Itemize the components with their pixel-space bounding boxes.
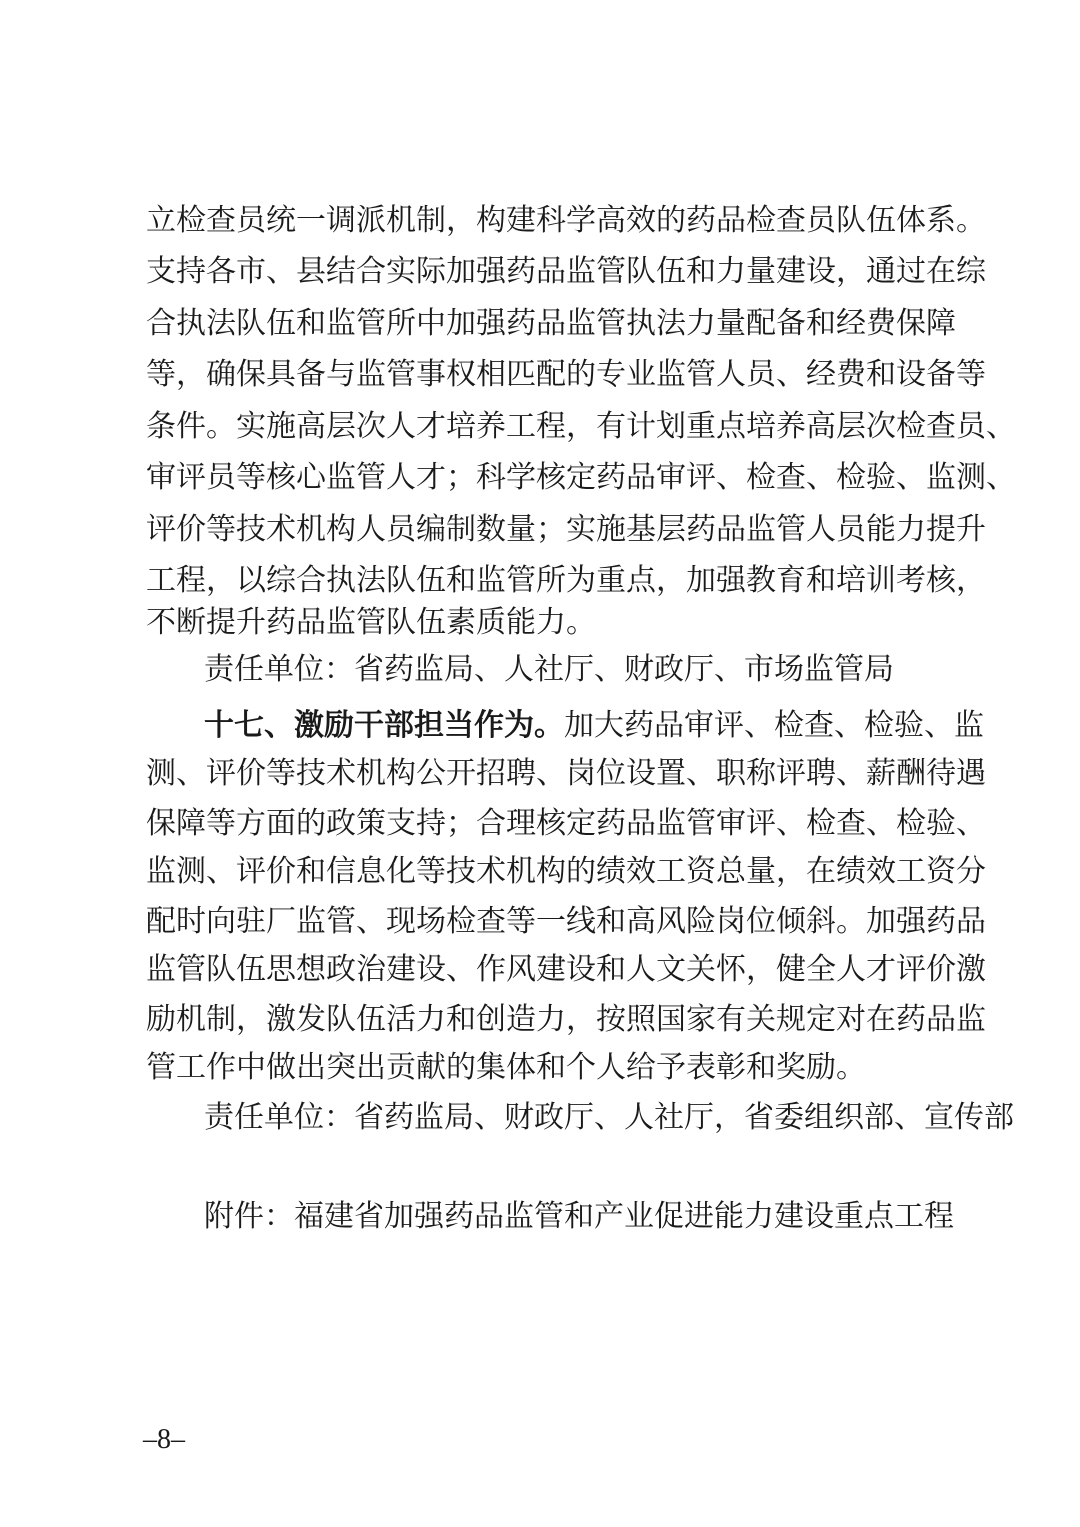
paragraph-line: 条件。实施高层次人才培养工程，有计划重点培养高层次检查员、 <box>146 409 1016 444</box>
attachment-note: 附件：福建省加强药品监管和产业促进能力建设重点工程 <box>204 1199 954 1234</box>
paragraph-line: 管工作中做出突出贡献的集体和个人给予表彰和奖励。 <box>146 1050 866 1085</box>
paragraph-line: 保障等方面的政策支持；合理核定药品监管审评、检查、检验、 <box>146 806 986 841</box>
section-heading: 十七、激励干部担当作为。 <box>204 708 564 743</box>
responsibility-units: 责任单位：省药监局、财政厅、人社厅，省委组织部、宣传部 <box>204 1100 1014 1135</box>
paragraph-line: 监测、评价和信息化等技术机构的绩效工资总量，在绩效工资分 <box>146 854 986 889</box>
section-first-line-text: 加大药品审评、检查、检验、监 <box>564 708 984 743</box>
paragraph-line: 测、评价等技术机构公开招聘、岗位设置、职称评聘、薪酬待遇 <box>146 756 986 791</box>
paragraph-line: 支持各市、县结合实际加强药品监管队伍和力量建设，通过在综 <box>146 254 986 289</box>
paragraph-line: 工程，以综合执法队伍和监管所为重点，加强教育和培训考核， <box>146 563 986 598</box>
paragraph-line: 等，确保具备与监管事权相匹配的专业监管人员、经费和设备等 <box>146 357 986 392</box>
paragraph-line: 立检查员统一调派机制，构建科学高效的药品检查员队伍体系。 <box>146 203 986 238</box>
page-number: –8– <box>143 1424 185 1455</box>
paragraph-line: 评价等技术机构人员编制数量；实施基层药品监管人员能力提升 <box>146 512 986 547</box>
paragraph-line: 励机制，激发队伍活力和创造力，按照国家有关规定对在药品监 <box>146 1002 986 1037</box>
responsibility-units: 责任单位：省药监局、人社厅、财政厅、市场监管局 <box>204 652 894 687</box>
paragraph-line: 不断提升药品监管队伍素质能力。 <box>146 605 596 640</box>
paragraph-line: 合执法队伍和监管所中加强药品监管执法力量配备和经费保障 <box>146 306 956 341</box>
paragraph-line: 配时向驻厂监管、现场检查等一线和高风险岗位倾斜。加强药品 <box>146 904 986 939</box>
section-first-line <box>204 708 984 744</box>
paragraph-line: 审评员等核心监管人才；科学核定药品审评、检查、检验、监测、 <box>146 460 1016 495</box>
paragraph-line: 监管队伍思想政治建设、作风建设和人文关怀，健全人才评价激 <box>146 952 986 987</box>
